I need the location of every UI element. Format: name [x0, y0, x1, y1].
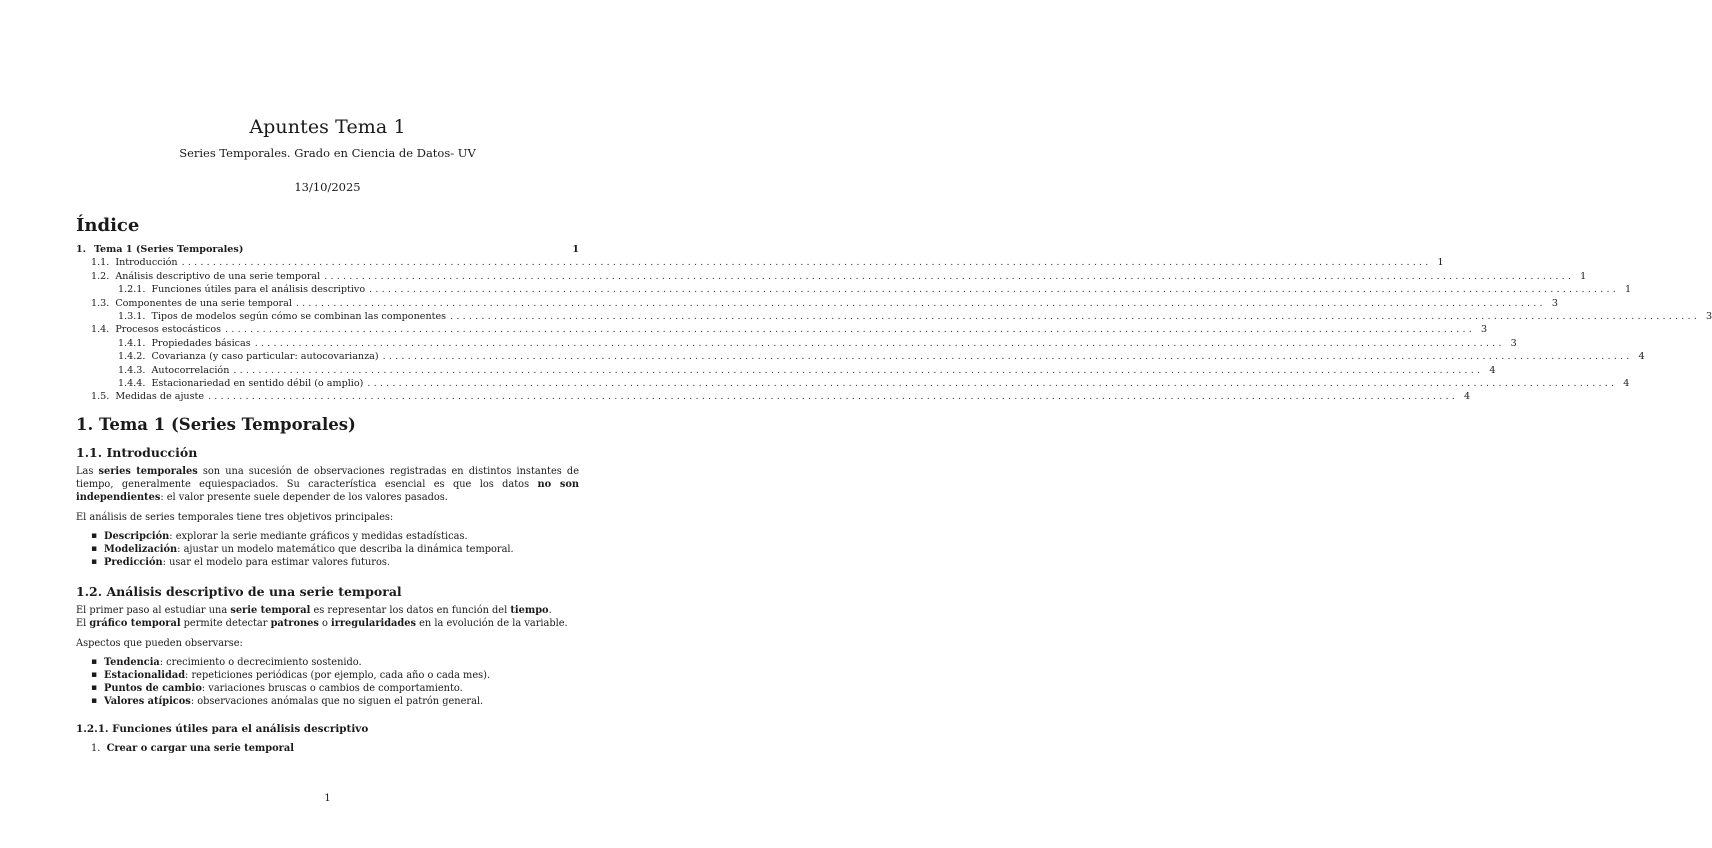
bold-term: Valores atípicos: [104, 696, 191, 707]
bold-term: gráfico temporal: [89, 618, 181, 630]
toc-entry-page: 3: [1481, 324, 1488, 336]
toc-entry-page: 1: [572, 244, 579, 255]
toc-entry-label: Tema 1 (Series Temporales): [94, 244, 244, 255]
bold-term: Tendencia: [104, 657, 160, 668]
text-span: o: [318, 618, 331, 630]
toc-entry-number: 1.4.1.: [118, 337, 146, 349]
toc-entry-page: 3: [1551, 297, 1558, 309]
toc-leader-dots: ........................................................................................................................................................................................................: [324, 270, 1575, 282]
toc-entry[interactable]: [76, 256, 1444, 269]
numbered-list: [91, 742, 294, 755]
analisis-line-1: [76, 604, 579, 617]
bold-term: no son independientes: [76, 479, 580, 504]
toc-leader-dots: ........................................................................................................................................................................................................: [225, 324, 1476, 336]
list-item: [91, 543, 581, 556]
aspectos-bullet-list: [91, 656, 581, 708]
list-item-text: : ajustar un modelo matemático que describa la dinámica temporal.: [177, 544, 514, 555]
text-span: permite detectar: [180, 618, 271, 630]
toc-entry-label: Autocorrelación: [151, 364, 230, 376]
toc-entry[interactable]: [76, 243, 579, 256]
toc-entry-page: 1: [1580, 270, 1587, 282]
toc-entry[interactable]: [76, 377, 1630, 390]
toc-entry[interactable]: [76, 283, 1632, 296]
text-span: .: [548, 605, 552, 616]
subsection-heading-intro: 1.1. Introducción: [76, 445, 198, 460]
toc-entry[interactable]: [76, 364, 1496, 377]
page-number: 1: [324, 793, 331, 804]
toc-entry-number: 1.4.4.: [118, 377, 146, 389]
list-item: [91, 682, 581, 695]
bold-term: Estacionalidad: [104, 670, 186, 681]
toc-entry[interactable]: [76, 390, 1471, 403]
toc-entry-page: 4: [1463, 391, 1471, 403]
list-item: [91, 556, 581, 569]
toc-entry-number: 1.2.: [91, 270, 110, 282]
toc-entry-page: 4: [1623, 377, 1630, 389]
toc-entry-page: 3: [1510, 337, 1517, 349]
list-item: [91, 530, 581, 543]
bold-term: serie temporal: [230, 605, 311, 616]
list-item-text: : usar el modelo para estimar valores futuros.: [162, 557, 391, 568]
text-span: en la evolución de la variable.: [416, 618, 568, 630]
toc-entry[interactable]: [76, 350, 1645, 363]
toc-entry-label: Componentes de una serie temporal: [115, 297, 292, 309]
toc-entry[interactable]: [76, 297, 1558, 310]
toc-leader-dots: ........................................................................................................................................................................................................: [367, 377, 1618, 389]
list-item-text: : crecimiento o decrecimiento sostenido.: [159, 657, 362, 668]
list-item-label: Crear o cargar una serie temporal: [106, 743, 294, 754]
text-span: son una sucesión de observaciones registradas en distintos instantes de tiempo, generalmente equiespaciados. Su característica esencial es que los datos: [76, 466, 579, 491]
analisis-line-2: [76, 617, 579, 630]
list-item: [91, 656, 581, 669]
intro-paragraph: [76, 465, 579, 505]
toc-entry[interactable]: [76, 337, 1517, 350]
toc-entry-page: 1: [1437, 257, 1444, 269]
bold-term: Modelización: [104, 544, 178, 555]
toc-leader-dots: ........................................................................................................................................................................................................: [382, 351, 1633, 363]
document-date: 13/10/2025: [294, 180, 361, 194]
bold-term: Descripción: [104, 531, 170, 542]
text-span: Las: [76, 466, 99, 477]
subsection-heading-analisis: 1.2. Análisis descriptivo de una serie temporal: [76, 584, 402, 599]
toc-entry-number: 1.3.1.: [118, 310, 146, 322]
toc-entry[interactable]: [76, 310, 1712, 323]
text-span: es representar los datos en función del: [310, 605, 511, 616]
toc-leader-dots: ........................................................................................................................................................................................................: [369, 284, 1620, 296]
toc-entry-page: 4: [1489, 364, 1496, 376]
document-subtitle: Series Temporales. Grado en Ciencia de Datos- UV: [179, 146, 476, 160]
toc-entry-number: 1.1.: [91, 257, 110, 269]
toc-entry-number: 1.4.: [91, 324, 110, 336]
table-of-contents: [76, 243, 1712, 404]
list-item-text: : observaciones anómalas que no siguen el patrón general.: [190, 696, 484, 707]
toc-entry[interactable]: [76, 270, 1587, 283]
toc-entry-number: 1.4.3.: [118, 364, 146, 376]
toc-entry-label: Procesos estocásticos: [115, 324, 222, 336]
toc-entry-page: 1: [1625, 284, 1632, 296]
toc-entry-label: Covarianza (y caso particular: autocovarianza): [151, 351, 379, 363]
toc-leader-dots: ........................................................................................................................................................................................................: [450, 310, 1700, 322]
toc-leader-dots: ........................................................................................................................................................................................................: [208, 391, 1458, 403]
list-item: [91, 695, 581, 708]
bold-term: patrones: [270, 618, 319, 630]
list-item: [91, 669, 581, 682]
toc-entry-number: 1.5.: [91, 391, 110, 403]
list-item-number: 1.: [91, 743, 101, 754]
toc-entry-label: Introducción: [115, 257, 178, 269]
toc-leader-dots: ........................................................................................................................................................................................................: [295, 297, 1546, 309]
toc-entry-label: Medidas de ajuste: [115, 391, 205, 403]
intro-objectives-paragraph: El análisis de series temporales tiene tres objetivos principales:: [76, 512, 394, 523]
toc-entry-label: Funciones útiles para el análisis descriptivo: [151, 284, 366, 296]
toc-entry-number: 1.4.2.: [118, 351, 146, 363]
toc-entry-page: 3: [1706, 310, 1712, 322]
toc-entry-number: 1.: [76, 244, 87, 255]
bold-term: Predicción: [104, 557, 163, 568]
analisis-paragraph: [76, 604, 579, 630]
toc-entry-page: 4: [1638, 351, 1645, 363]
toc-leader-dots: ........................................................................................................................................................................................................: [254, 337, 1505, 349]
subsubsection-heading-funciones: 1.2.1. Funciones útiles para el análisis descriptivo: [76, 723, 369, 735]
toc-entry[interactable]: [76, 323, 1488, 336]
toc-entry-number: 1.3.: [91, 297, 110, 309]
toc-entry-label: Análisis descriptivo de una serie temporal: [115, 270, 321, 282]
list-item-text: : variaciones bruscas o cambios de comportamiento.: [201, 683, 463, 694]
toc-heading: Índice: [76, 215, 140, 236]
bold-term: series temporales: [98, 466, 198, 477]
toc-entry-label: Estacionariedad en sentido débil (o amplio): [151, 377, 364, 389]
toc-leader-dots: ........................................................................................................................................................................................................: [181, 257, 1432, 269]
aspectos-paragraph: Aspectos que pueden observarse:: [76, 638, 243, 649]
intro-bullet-list: [91, 530, 581, 569]
toc-entry-number: 1.2.1.: [118, 284, 146, 296]
document-title: Apuntes Tema 1: [249, 116, 406, 138]
toc-entry-label: Propiedades básicas: [151, 337, 251, 349]
text-span: El primer paso al estudiar una: [76, 605, 231, 616]
toc-entry-label: Tipos de modelos según cómo se combinan las componentes: [151, 310, 447, 322]
text-span: El: [76, 618, 90, 630]
list-item-text: : repeticiones periódicas (por ejemplo, cada año o cada mes).: [185, 670, 491, 681]
bold-term: Puntos de cambio: [104, 683, 202, 694]
text-span: : el valor presente suele depender de los valores pasados.: [160, 492, 448, 504]
toc-leader-dots: ........................................................................................................................................................................................................: [233, 364, 1484, 376]
bold-term: irregularidades: [331, 618, 417, 630]
list-item-text: : explorar la serie mediante gráficos y medidas estadísticas.: [169, 531, 468, 542]
bold-term: tiempo: [510, 605, 549, 616]
section-heading-1: 1. Tema 1 (Series Temporales): [76, 415, 356, 434]
